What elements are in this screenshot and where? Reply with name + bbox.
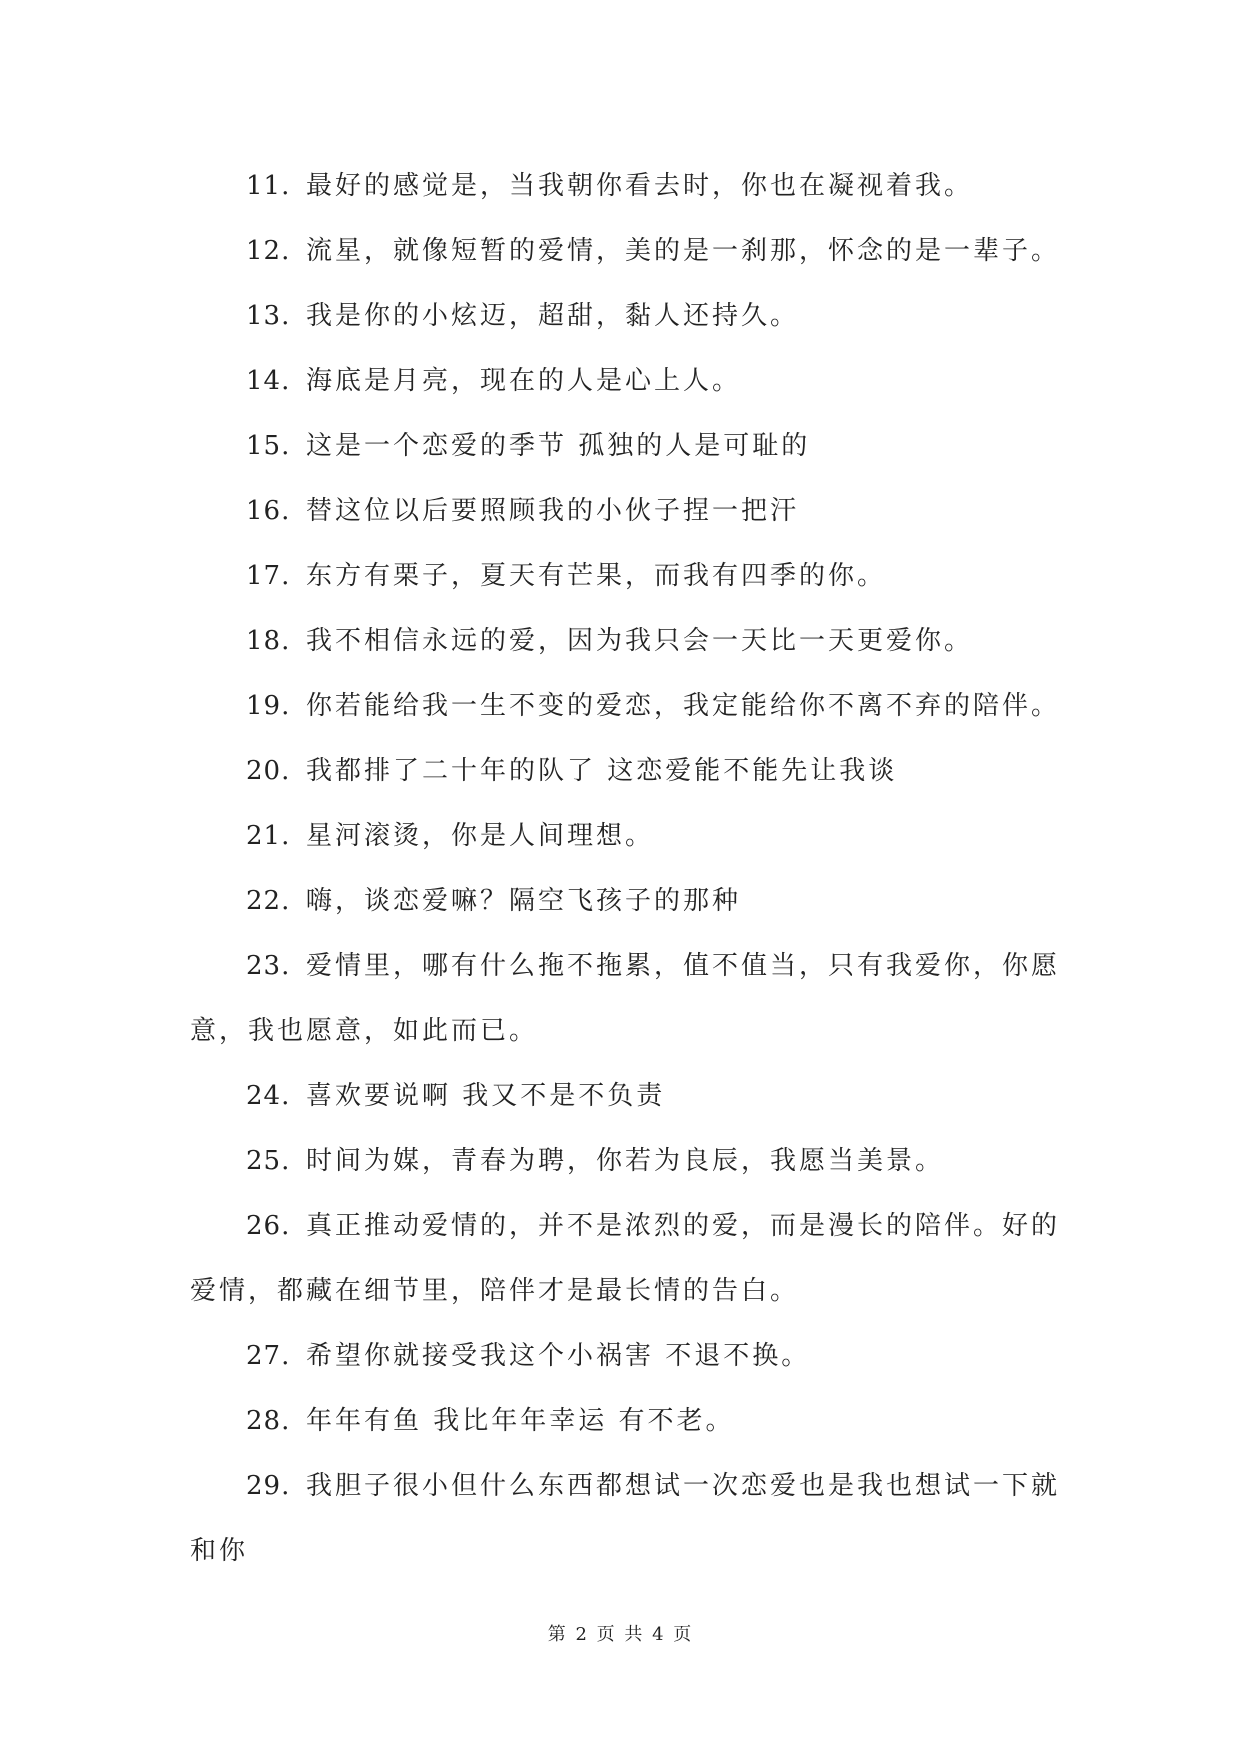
item-text: 希望你就接受我这个小祸害 不退不换。 — [306, 1341, 811, 1371]
item-text: 我不相信永远的爱，因为我只会一天比一天更爱你。 — [306, 626, 974, 656]
list-item — [190, 1194, 1070, 1324]
list-item — [190, 1454, 1070, 1584]
item-text: 爱情里，哪有什么拖不拖累，值不值当，只有我爱你，你愿意，我也愿意，如此而已。 — [190, 951, 1061, 1046]
item-number: 14. — [246, 366, 291, 396]
item-text: 时间为媒，青春为聘，你若为良辰，我愿当美景。 — [306, 1146, 945, 1176]
list-item — [190, 1064, 1070, 1129]
list-item — [190, 544, 1070, 609]
item-number: 26. — [246, 1211, 291, 1241]
item-text: 海底是月亮，现在的人是心上人。 — [306, 366, 742, 396]
item-number: 28. — [246, 1406, 291, 1436]
list-item — [190, 1324, 1070, 1389]
list-item — [190, 154, 1070, 219]
item-number: 19. — [246, 691, 291, 721]
item-text: 真正推动爱情的，并不是浓烈的爱，而是漫长的陪伴。好的爱情，都藏在细节里，陪伴才是最长情的告白。 — [190, 1211, 1061, 1306]
item-number: 27. — [246, 1341, 291, 1371]
item-text: 喜欢要说啊 我又不是不负责 — [306, 1081, 666, 1111]
page-number-footer: 第 2 页 共 4 页 — [547, 1624, 694, 1645]
item-number: 23. — [246, 951, 291, 981]
item-text: 你若能给我一生不变的爱恋，我定能给你不离不弃的陪伴。 — [306, 691, 1061, 721]
item-number: 17. — [246, 561, 291, 591]
list-item — [190, 219, 1070, 284]
list-item — [190, 869, 1070, 934]
item-number: 24. — [246, 1081, 291, 1111]
item-number: 25. — [246, 1146, 291, 1176]
item-number: 13. — [246, 301, 291, 331]
list-item — [190, 1389, 1070, 1454]
list-item — [190, 804, 1070, 869]
quote-list — [190, 154, 1070, 1584]
list-item — [190, 674, 1070, 739]
item-text: 流星，就像短暂的爱情，美的是一刹那，怀念的是一辈子。 — [306, 236, 1061, 266]
list-item — [190, 1129, 1070, 1194]
list-item — [190, 284, 1070, 349]
list-item — [190, 739, 1070, 804]
list-item — [190, 414, 1070, 479]
list-item — [190, 934, 1070, 1064]
item-number: 12. — [246, 236, 291, 266]
item-number: 22. — [246, 886, 291, 916]
item-text: 我都排了二十年的队了 这恋爱能不能先让我谈 — [306, 756, 898, 786]
list-item — [190, 479, 1070, 544]
item-number: 29. — [246, 1471, 291, 1501]
item-text: 嗨，谈恋爱嘛？隔空飞孩子的那种 — [306, 886, 742, 916]
item-number: 16. — [246, 496, 291, 526]
item-number: 18. — [246, 626, 291, 656]
item-text: 星河滚烫，你是人间理想。 — [306, 821, 655, 851]
item-text: 我胆子很小但什么东西都想试一次恋爱也是我也想试一下就和你 — [190, 1471, 1061, 1566]
item-number: 15. — [246, 431, 291, 461]
list-item — [190, 609, 1070, 674]
item-text: 最好的感觉是，当我朝你看去时，你也在凝视着我。 — [306, 171, 974, 201]
item-number: 20. — [246, 756, 291, 786]
item-text: 年年有鱼 我比年年幸运 有不老。 — [306, 1406, 735, 1436]
item-number: 11. — [246, 171, 291, 201]
item-text: 这是一个恋爱的季节 孤独的人是可耻的 — [306, 431, 811, 461]
item-text: 我是你的小炫迈，超甜，黏人还持久。 — [306, 301, 800, 331]
item-text: 替这位以后要照顾我的小伙子捏一把汗 — [306, 496, 800, 526]
item-number: 21. — [246, 821, 291, 851]
list-item — [190, 349, 1070, 414]
item-text: 东方有栗子，夏天有芒果，而我有四季的你。 — [306, 561, 887, 591]
